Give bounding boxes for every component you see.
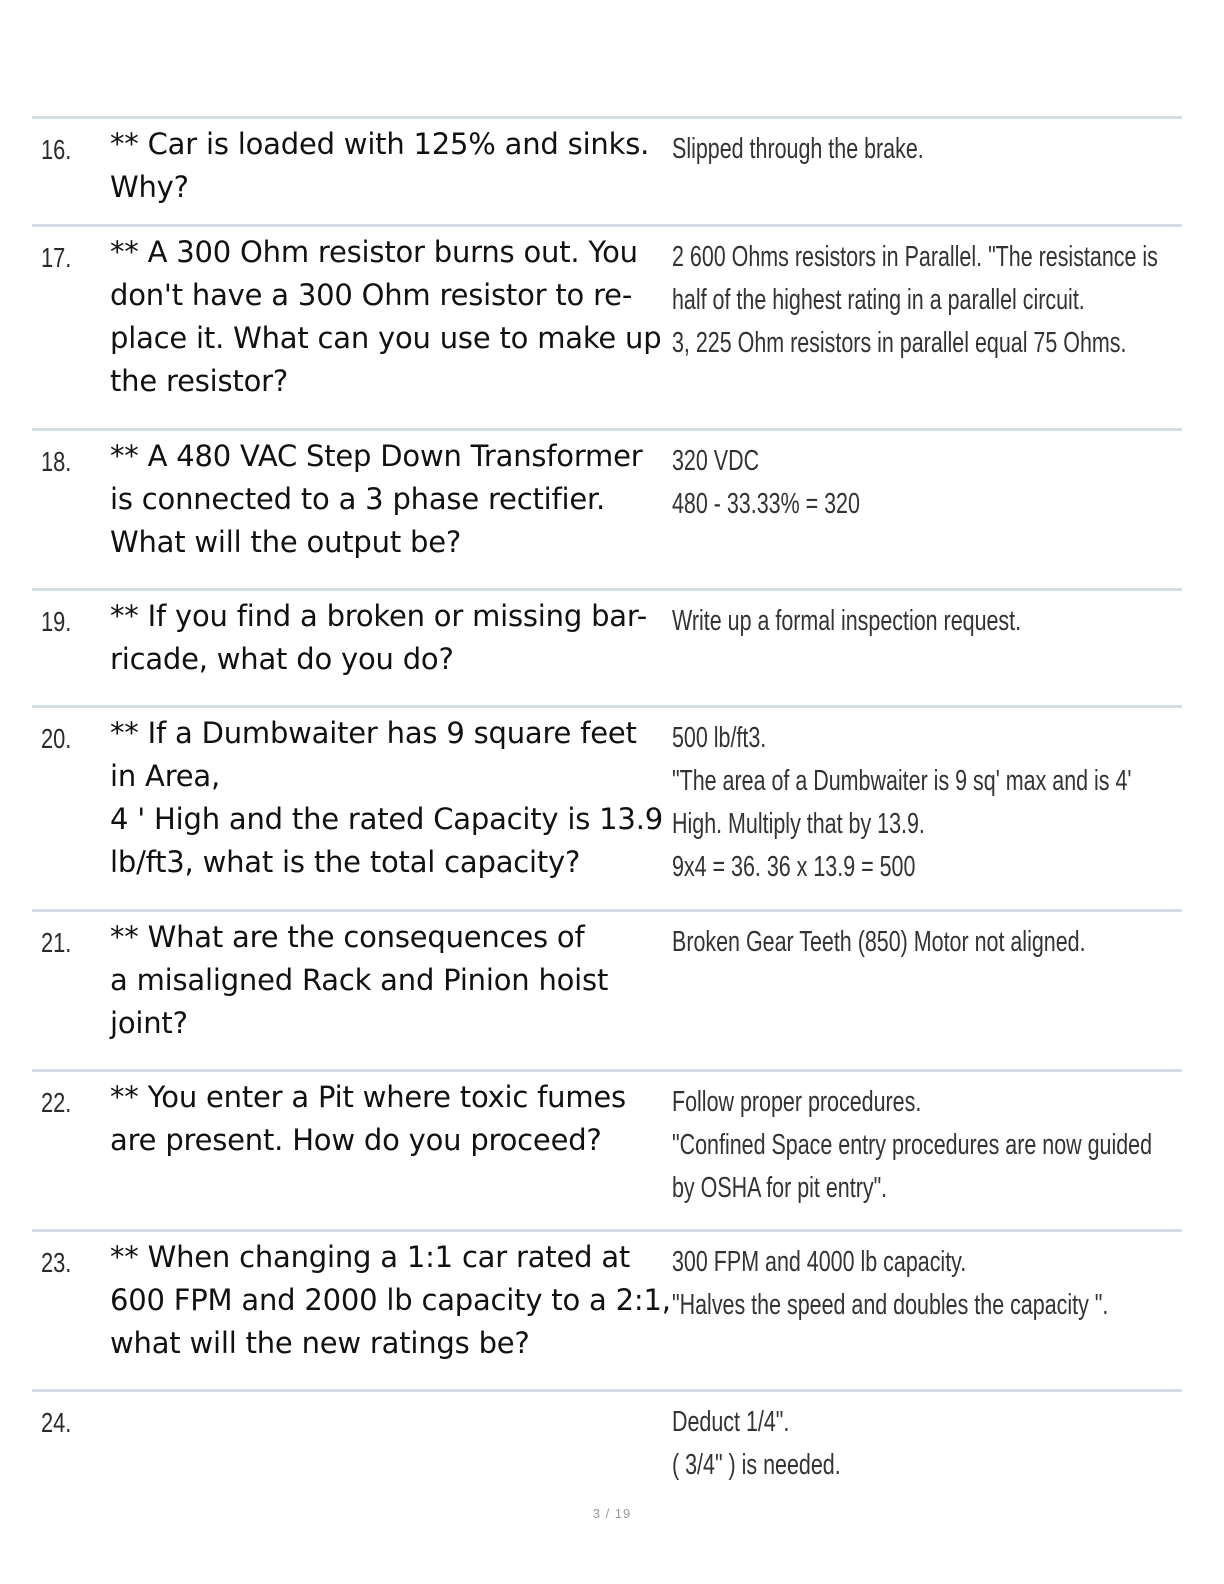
question-line: ** Car is loaded with 125% and sinks. [110,127,650,161]
answer-line: "Confined Space entry procedures are now guided [672,1129,1153,1161]
answer-line: 480 - 33.33% = 320 [672,488,860,520]
question-line: a misaligned Rack and Pinion hoist [110,963,609,997]
answer-text [672,1401,1160,1487]
answer-line: by OSHA for pit entry". [672,1172,888,1204]
answer-line: Deduct 1/4". [672,1406,790,1438]
question-line: ** If you find a broken or missing bar- [110,599,647,633]
question-text [110,916,666,1045]
question-line: lb/ft3, what is the total capacity? [110,845,581,879]
answer-line: Follow proper procedures. [672,1086,922,1118]
question-text [110,1076,666,1162]
question-line: what will the new ratings be? [110,1326,530,1360]
item-number: 20. [41,723,72,754]
answer-line: half of the highest rating in a parallel circuit. [672,284,1085,316]
answer-text [672,717,1160,889]
answer-line: Write up a formal inspection request. [672,605,1022,637]
question-line: ** If a Dumbwaiter has 9 square feet [110,716,637,750]
question-line: Why? [110,170,189,204]
question-line: 600 FPM and 2000 lb capacity to a 2:1, [110,1283,671,1317]
answer-line: 500 lb/ft3. [672,722,767,754]
qa-row-20 [32,705,1182,909]
qa-row-24 [32,1389,1182,1499]
answer-line: "The area of a Dumbwaiter is 9 sq' max and is 4' [672,765,1132,797]
item-number: 18. [41,446,72,477]
qa-row-22 [32,1069,1182,1229]
qa-row-17 [32,224,1182,428]
answer-line: Broken Gear Teeth (850) Motor not aligned. [672,926,1086,958]
answer-line: 2 600 Ohms resistors in Parallel. "The resistance is [672,241,1158,273]
answer-line: High. Multiply that by 13.9. [672,808,925,840]
answer-line: 3, 225 Ohm resistors in parallel equal 75 Ohms. [672,327,1127,359]
item-number: 16. [41,134,72,165]
question-line: ** A 480 VAC Step Down Transformer [110,439,643,473]
question-line: place it. What can you use to make up [110,321,662,355]
answer-line: 9x4 = 36. 36 x 13.9 = 500 [672,851,916,883]
qa-list [32,116,1182,1499]
question-line: are present. How do you proceed? [110,1123,602,1157]
answer-line: "Halves the speed and doubles the capacity ". [672,1289,1109,1321]
question-text [110,712,666,884]
question-line: joint? [110,1006,188,1040]
question-text [110,435,666,564]
qa-row-23 [32,1229,1182,1389]
answer-text [672,236,1160,365]
qa-row-18 [32,428,1182,588]
item-number: 19. [41,606,72,637]
question-line: the resistor? [110,364,289,398]
question-line: What will the output be? [110,525,462,559]
item-number: 17. [41,242,72,273]
answer-line: ( 3/4" ) is needed. [672,1449,841,1481]
question-line: 4 ' High and the rated Capacity is 13.9 [110,802,663,836]
question-text [110,595,666,681]
question-line: is connected to a 3 phase rectifier. [110,482,606,516]
question-line: ** A 300 Ohm resistor burns out. You [110,235,638,269]
answer-text [672,921,1160,964]
qa-row-16 [32,116,1182,224]
answer-text [672,1081,1160,1210]
page-indicator: 3 / 19 [592,1506,632,1521]
item-number: 23. [41,1247,72,1278]
item-number: 24. [41,1407,72,1438]
item-number: 22. [41,1087,72,1118]
question-line: ** What are the consequences of [110,920,585,954]
qa-row-21 [32,909,1182,1069]
answer-text [672,440,1160,526]
answer-line: Slipped through the brake. [672,133,924,165]
question-line: ** You enter a Pit where toxic fumes [110,1080,626,1114]
answer-text [672,1241,1160,1327]
question-text [110,231,666,403]
question-text [110,1236,671,1365]
question-line: ricade, what do you do? [110,642,454,676]
question-line: don't have a 300 Ohm resistor to re- [110,278,633,312]
answer-line: 320 VDC [672,445,760,477]
answer-text [672,128,1160,171]
question-text [110,123,666,209]
answer-line: 300 FPM and 4000 lb capacity. [672,1246,967,1278]
answer-text [672,600,1160,643]
item-number: 21. [41,927,72,958]
qa-row-19 [32,588,1182,705]
question-line: in Area, [110,759,221,793]
question-line: ** When changing a 1:1 car rated at [110,1240,631,1274]
